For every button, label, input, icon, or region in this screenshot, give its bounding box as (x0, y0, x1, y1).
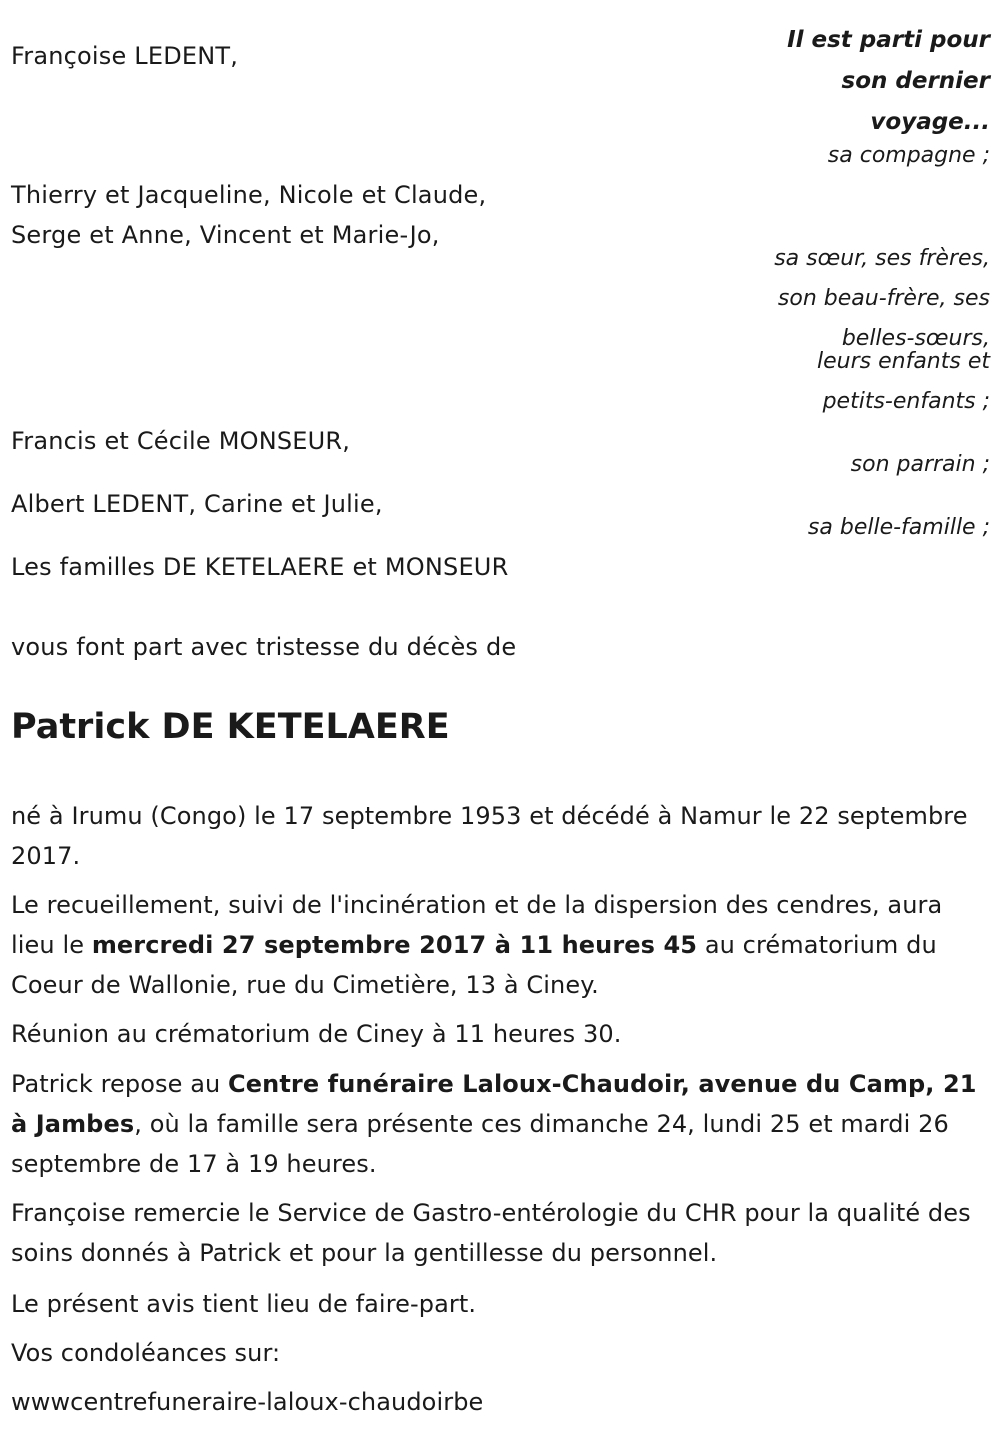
companion-role: sa compagne ; (827, 143, 990, 168)
visitation-text-after: , où la famille sera présente ces dimanche 24, lundi 25 et mardi 26 septembre de 17 à 19 heures. (11, 1110, 949, 1178)
godparent-name: Francis et Cécile MONSEUR, (11, 427, 351, 455)
inlaws-role: sa belle-famille ; (807, 515, 990, 540)
visitation-place: Centre funéraire Laloux-Chaudoir, avenue du Camp, 21 à Jambes (11, 1070, 977, 1138)
ceremony-text-after: au crématorium du Coeur de Wallonie, rue du Cimetière, 13 à Ciney. (11, 931, 937, 999)
motto-line-1: Il est parti pour (787, 27, 990, 53)
visitation-text-before: Patrick repose au (11, 1070, 229, 1098)
meeting-paragraph: Réunion au crématorium de Ciney à 11 heures 30. (11, 1020, 622, 1048)
siblings-role-line-2: son beau-frère, ses (777, 286, 990, 311)
families-line: Les familles DE KETELAERE et MONSEUR (11, 553, 509, 581)
thanks-paragraph: Françoise remercie le Service de Gastro-entérologie du CHR pour la qualité des soins donnés à Patrick et pour la gentillesse du personnel. (11, 1199, 971, 1267)
visitation-paragraph (11, 1064, 991, 1184)
ceremony-paragraph (11, 885, 991, 1005)
siblings-role-line-5: petits-enfants ; (822, 389, 990, 414)
motto-line-2: son dernier (841, 68, 990, 94)
siblings-role-line-1: sa sœur, ses frères, (774, 246, 990, 271)
ceremony-date: mercredi 27 septembre 2017 à 11 heures 45 (91, 931, 698, 959)
inlaws-name: Albert LEDENT, Carine et Julie, (11, 490, 383, 518)
condolences-label: Vos condoléances sur: (11, 1339, 281, 1367)
announcement: vous font part avec tristesse du décès de (11, 633, 517, 661)
companion-name: Françoise LEDENT, (11, 42, 239, 70)
motto (787, 20, 990, 143)
siblings-line-1: Thierry et Jacqueline, Nicole et Claude, (11, 181, 487, 209)
siblings-role-line-3: belles-sœurs, (841, 326, 990, 351)
motto-line-3: voyage... (870, 109, 990, 135)
siblings-line-2: Serge et Anne, Vincent et Marie-Jo, (11, 221, 440, 249)
deceased-name: Patrick DE KETELAERE (11, 707, 450, 747)
ceremony-text-before: Le recueillement, suivi de l'incinération et de la dispersion des cendres, aura lieu le (11, 891, 943, 959)
siblings-role-line-4: leurs enfants et (817, 349, 990, 374)
birth-death-paragraph: né à Irumu (Congo) le 17 septembre 1953 et décédé à Namur le 22 septembre 2017. (11, 802, 968, 870)
condolences-website[interactable]: wwwcentrefuneraire-laloux-chaudoirbe (11, 1388, 484, 1416)
notice-paragraph: Le présent avis tient lieu de faire-part. (11, 1290, 477, 1318)
godparent-role: son parrain ; (850, 452, 990, 477)
